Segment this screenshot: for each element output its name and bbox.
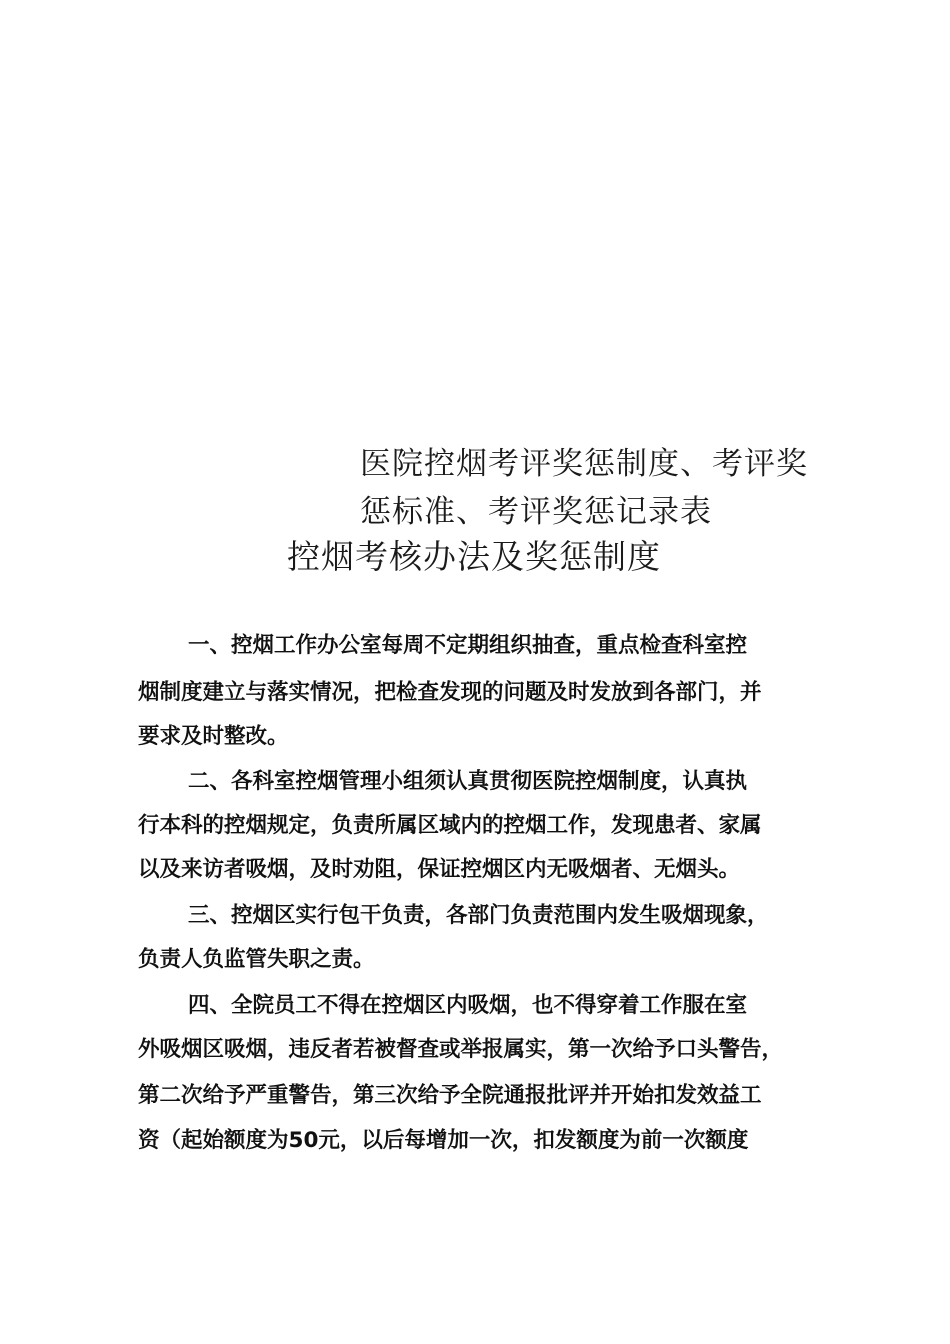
paragraph-line: 一、控烟工作办公室每周不定期组织抽查，重点检查科室控 [188,633,748,658]
paragraph-line: 行本科的控烟规定，负责所属区域内的控烟工作，发现患者、家属 [138,813,762,838]
paragraph-line: 负责人负监管失职之责。 [138,947,375,972]
paragraph-line: 资（起始额度为50元，以后每增加一次，扣发额度为前一次额度 [138,1128,749,1153]
paragraph-line: 四、全院员工不得在控烟区内吸烟，也不得穿着工作服在室 [188,993,748,1018]
paragraph-line: 第二次给予严重警告，第三次给予全院通报批评并开始扣发效益工 [138,1083,762,1108]
paragraph-line: 二、各科室控烟管理小组须认真贯彻医院控烟制度，认真执 [188,769,748,794]
document-title-line-1: 医院控烟考评奖惩制度、考评奖 [360,446,808,482]
paragraph-line: 烟制度建立与落实情况，把检查发现的问题及时发放到各部门，并 [138,680,762,705]
document-subtitle: 控烟考核办法及奖惩制度 [287,537,661,576]
paragraph-line: 要求及时整改。 [138,724,289,749]
paragraph-line: 外吸烟区吸烟，违反者若被督查或举报属实，第一次给予口头警告， [138,1037,784,1062]
paragraph-line: 三、控烟区实行包干负责，各部门负责范围内发生吸烟现象， [188,903,769,928]
paragraph-line: 以及来访者吸烟，及时劝阻，保证控烟区内无吸烟者、无烟头。 [138,857,741,882]
document-title-line-2: 惩标准、考评奖惩记录表 [360,494,712,530]
